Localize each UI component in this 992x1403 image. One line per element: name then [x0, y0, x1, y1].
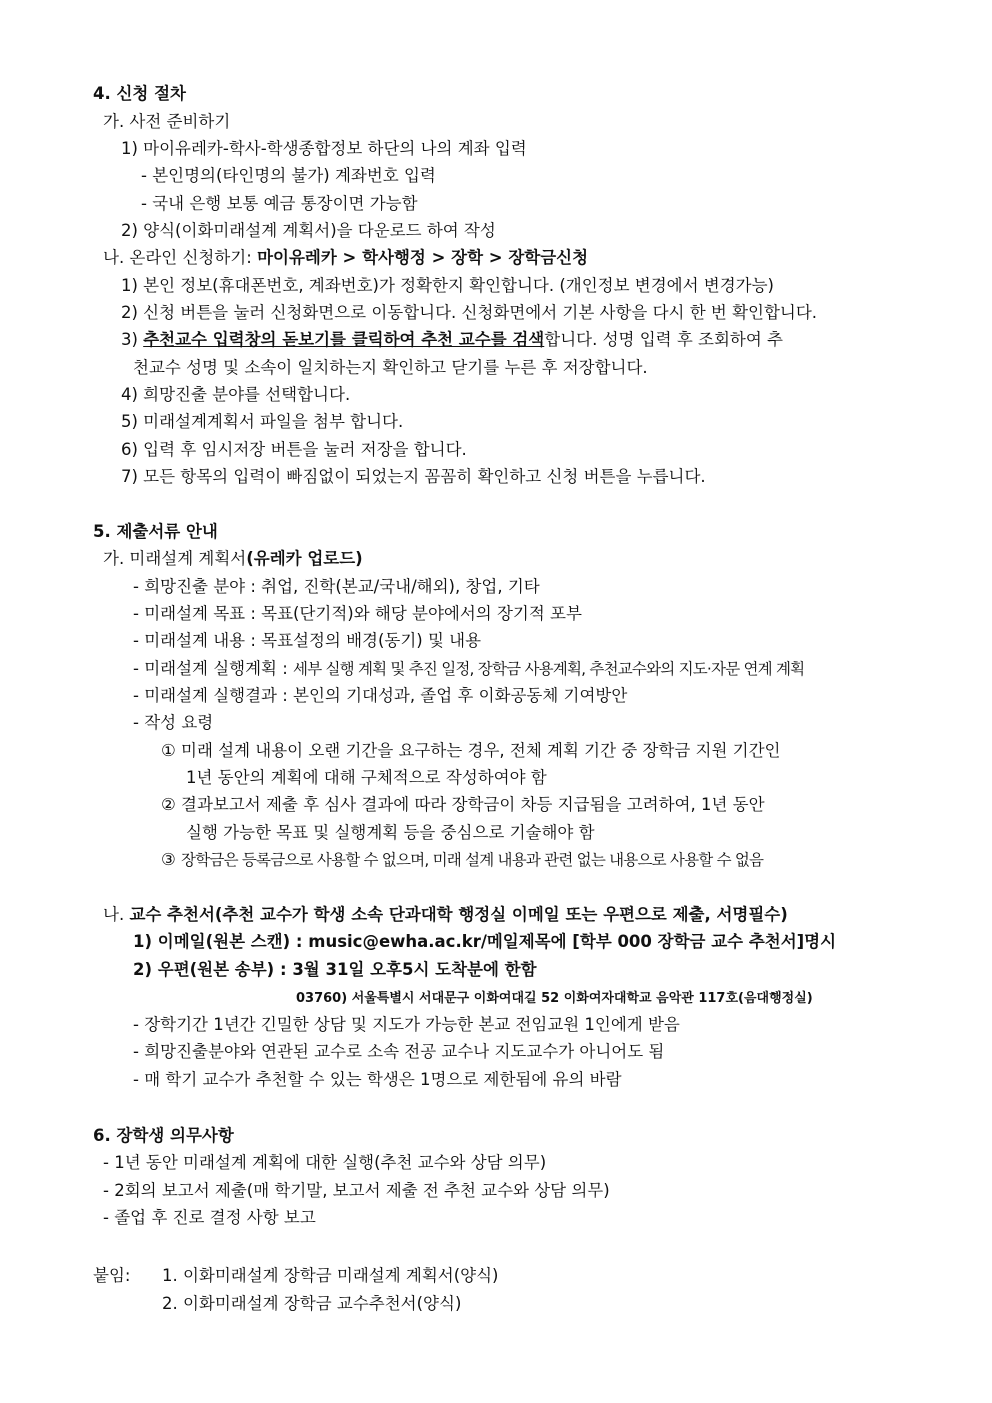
s5-rule-1: ① 미래 설계 내용이 오랜 기간을 요구하는 경우, 전체 계획 기간 중 장학금 지원 기간인 [161, 741, 781, 760]
s4-na-prefix: 나. 온라인 신청하기: [103, 248, 258, 267]
s5-ga-item-5: - 미래설계 실행결과 : 본인의 기대성과, 졸업 후 이화공동체 기여방안 [133, 686, 628, 705]
s5-ga-prefix: 가. 미래설계 계획서 [103, 549, 247, 568]
attachment-item: 2. 이화미래설계 장학금 교수추천서(양식) [162, 1294, 462, 1313]
s5-rule-3-text: 장학금은 등록금으로 사용할 수 없으며, 미래 설계 내용과 관련 없는 내용으로 사용할 수 없음 [181, 851, 764, 869]
section-4-title: 4. 신청 절차 [93, 84, 186, 103]
s5-address: 03760) 서울특별시 서대문구 이화여대길 52 이화여자대학교 음악관 117호(음대행정실) [296, 991, 813, 1006]
s4-na-item-2: 2) 신청 버튼을 눌러 신청화면으로 이동합니다. 신청화면에서 기본 사항을 다시 한 번 확인합니다. [121, 303, 818, 322]
s5-na-note: - 장학기간 1년간 긴밀한 상담 및 지도가 가능한 본교 전임교원 1인에게 받음 [133, 1015, 680, 1034]
s6-item: - 졸업 후 진로 결정 사항 보고 [103, 1208, 316, 1227]
s4-ga-item-1: 1) 마이유레카-학사-학생종합정보 하단의 나의 계좌 입력 [121, 139, 527, 158]
s5-ga-heading [103, 548, 363, 570]
s4-na-item-5: 5) 미래설계계획서 파일을 첨부 합니다. [121, 412, 404, 431]
s5-ga-item: - 희망진출 분야 : 취업, 진학(본교/국내/해외), 창업, 기타 [133, 577, 540, 596]
s5-na-heading [103, 904, 788, 926]
s5-na-note: - 희망진출분야와 연관된 교수로 소속 전공 교수나 지도교수가 아니어도 됨 [133, 1042, 665, 1061]
s5-na-text: 교수 추천서(추천 교수가 학생 소속 단과대학 행정실 이메일 또는 우편으로 제출, 서명필수) [129, 905, 788, 924]
s4-ga-item-1a: - 본인명의(타인명의 불가) 계좌번호 입력 [141, 166, 436, 185]
section-5-title: 5. 제출서류 안내 [93, 522, 218, 541]
s6-item: - 2회의 보고서 제출(매 학기말, 보고서 제출 전 추천 교수와 상담 의무) [103, 1181, 610, 1200]
s4-na-item-6: 6) 입력 후 임시저장 버튼을 눌러 저장을 합니다. [121, 440, 467, 459]
s5-rule-2: ② 결과보고서 제출 후 심사 결과에 따라 장학금이 차등 지급됨을 고려하여, 1년 동안 [161, 795, 765, 814]
s4-ga-item-2: 2) 양식(이화미래설계 계획서)을 다운로드 하여 작성 [121, 221, 496, 240]
s5-ga-item: - 미래설계 목표 : 목표(단기적)와 해당 분야에서의 장기적 포부 [133, 604, 582, 623]
s5-rule-3 [161, 849, 763, 871]
s5-ga-upload: (유레카 업로드) [246, 549, 363, 568]
s4-na-item-4: 4) 희망진출 분야를 선택합니다. [121, 385, 351, 404]
s5-rule-2-cont: 실행 가능한 목표 및 실행계획 등을 중심으로 기술해야 함 [186, 823, 595, 842]
attachment-item: 1. 이화미래설계 장학금 미래설계 계획서(양식) [162, 1266, 499, 1285]
s4-ga-heading: 가. 사전 준비하기 [103, 112, 231, 131]
section-6-title: 6. 장학생 의무사항 [93, 1126, 234, 1145]
s5-ga-item: - 미래설계 내용 : 목표설정의 배경(동기) 및 내용 [133, 631, 482, 650]
attachment-label: 붙임: [93, 1266, 131, 1285]
s4-na-item-3-rest: 합니다. 성명 입력 후 조회하여 추 [544, 330, 783, 349]
s5-rule-3-prefix: ③ [161, 850, 182, 869]
s6-item: - 1년 동안 미래설계 계획에 대한 실행(추천 교수와 상담 의무) [103, 1153, 547, 1172]
s5-ga-item-6: - 작성 요령 [133, 713, 214, 732]
s4-na-item-3 [121, 329, 783, 351]
s4-na-item-3-emphasis: 추천교수 입력창의 돋보기를 클릭하여 추천 교수를 검색 [143, 330, 545, 349]
s4-ga-item-1b: - 국내 은행 보통 예금 통장이면 가능함 [141, 194, 418, 213]
s4-na-item-7: 7) 모든 항목의 입력이 빠짐없이 되었는지 꼼꼼히 확인하고 신청 버튼을 누릅니다. [121, 467, 706, 486]
s4-na-heading [103, 247, 588, 269]
s4-na-path: 마이유레카 > 학사행정 > 장학 > 장학금신청 [257, 248, 589, 267]
s5-ga-item-4 [133, 658, 804, 680]
s5-ga-item-4-text: 세부 실행 계획 및 추진 일정, 장학금 사용계획, 추천교수와의 지도·자문 연계 계획 [293, 660, 805, 678]
s5-na-prefix: 나. [103, 905, 130, 924]
s5-ga-item-4-prefix: - 미래설계 실행계획 : [133, 659, 294, 678]
s5-na-item-2: 2) 우편(원본 송부) : 3월 31일 오후5시 도착분에 한함 [133, 960, 537, 979]
s4-na-item-3-prefix: 3) [121, 330, 144, 349]
s5-na-item-1: 1) 이메일(원본 스캔) : music@ewha.ac.kr/메일제목에 [학부 000 장학금 교수 추천서]명시 [133, 932, 837, 951]
s4-na-item-3-cont: 천교수 성명 및 소속이 일치하는지 확인하고 닫기를 누른 후 저장합니다. [133, 358, 648, 377]
s4-na-item-1: 1) 본인 정보(휴대폰번호, 계좌번호)가 정확한지 확인합니다. (개인정보 변경에서 변경가능) [121, 276, 774, 295]
s5-na-note: - 매 학기 교수가 추천할 수 있는 학생은 1명으로 제한됨에 유의 바람 [133, 1070, 622, 1089]
s5-rule-1-cont: 1년 동안의 계획에 대해 구체적으로 작성하여야 함 [186, 768, 547, 787]
